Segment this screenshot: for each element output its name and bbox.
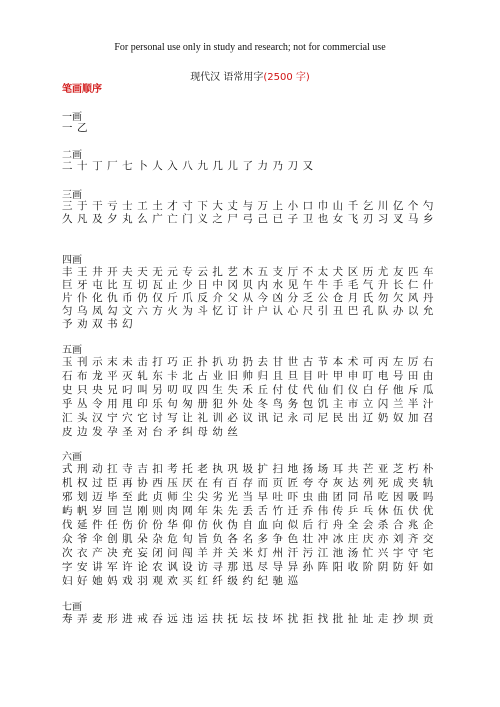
char-row: 玉 刊 示 末 未 击 打 巧 正 扑 扒 功 扔 去 甘 世 古 节 本 术 可 丙 左 厉 右 [62, 356, 435, 368]
char-row: 寿 弄 麦 形 进 戒 吞 远 违 运 扶 抚 坛 技 坏 扰 拒 找 批 扯 址 走 抄 坝 贡 [62, 613, 435, 625]
section-title-4: 四画 [62, 255, 82, 266]
char-row: 邪 划 迈 毕 至 此 贞 师 尘 尖 劣 光 当 早 吐 吓 虫 曲 团 同 吊 吃 因 吸 吗 [62, 491, 435, 503]
char-row: 予 劝 双 书 幻 [62, 318, 134, 330]
char-row: 汇 头 汉 宁 穴 它 讨 写 让 礼 训 必 议 讯 记 永 司 尼 民 出 辽 奶 奴 加 召 [62, 412, 435, 424]
char-row: 皮 边 发 孕 圣 对 台 矛 纠 母 幼 丝 [62, 426, 239, 438]
char-row: 石 布 龙 平 灭 轧 东 卡 北 占 业 旧 帅 归 且 旦 目 叶 甲 申 叮 电 号 田 由 [62, 370, 435, 382]
char-row: 妇 好 她 妈 戏 羽 观 欢 买 红 纤 级 约 纪 驰 巡 [62, 575, 299, 587]
char-row: 一 乙 [62, 122, 89, 134]
char-row: 屿 帆 岁 回 岂 刚 则 肉 网 年 朱 先 丢 舌 竹 迁 乔 伟 传 乒 乓 休 伍 伏 优 [62, 505, 435, 517]
char-row: 众 爷 伞 创 肌 朵 杂 危 旬 旨 负 各 名 多 争 色 壮 冲 冰 庄 庆 亦 刘 齐 交 [62, 533, 435, 545]
char-row: 久 凡 及 夕 丸 么 广 亡 门 义 之 尸 弓 己 已 子 卫 也 女 飞 刃 习 叉 马 乡 [62, 213, 435, 225]
char-row: 三 于 干 亏 士 工 土 才 寸 下 大 丈 与 万 上 小 口 巾 山 千 乞 川 亿 个 勺 [62, 200, 435, 212]
usage-notice: For personal use only in study and research; not for commercial use [114, 42, 386, 53]
char-row: 巨 牙 屯 比 互 切 瓦 止 少 日 中 冈 贝 内 水 见 午 牛 手 毛 气 升 长 仁 什 [62, 279, 435, 291]
char-row: 机 权 过 臣 再 协 西 压 厌 在 有 百 存 而 页 匠 夸 夺 灰 达 列 死 成 夹 轨 [62, 477, 435, 489]
char-row: 乎 丛 令 用 甩 印 乐 句 匆 册 犯 外 处 冬 鸟 务 包 饥 主 市 立 闪 兰 半 汁 [62, 398, 435, 410]
char-row: 二 十 丁 厂 七 卜 人 入 八 九 几 儿 了 力 乃 刀 又 [62, 160, 314, 172]
section-title-3: 三画 [62, 190, 82, 201]
title-main: 现代汉 语常用字 [190, 72, 264, 83]
char-row: 字 安 讲 军 许 论 农 讽 设 访 寻 那 迅 尽 导 异 孙 阵 阳 收 阶 阴 防 奸 如 [62, 561, 435, 573]
section-title-6: 六画 [62, 452, 82, 463]
char-row: 片 仆 化 仇 币 仍 仅 斤 爪 反 介 父 从 今 凶 分 乏 公 仓 月 氏 勿 欠 风 丹 [62, 292, 435, 304]
section-title-2: 二画 [62, 150, 82, 161]
section-title-1: 一画 [62, 112, 82, 123]
char-row: 匀 乌 凤 勾 文 六 方 火 为 斗 忆 订 计 户 认 心 尺 引 丑 巴 孔 队 办 以 允 [62, 305, 435, 317]
section-title-5: 五画 [62, 345, 82, 356]
char-row: 式 刑 动 扛 寺 吉 扣 考 托 老 执 巩 圾 扩 扫 地 扬 场 耳 共 芒 亚 芝 朽 朴 [62, 463, 435, 475]
char-row: 次 衣 产 决 充 妄 闭 问 闯 羊 并 关 米 灯 州 汗 污 江 池 汤 忙 兴 宇 守 宅 [62, 547, 435, 559]
title-count: (2500 字) [263, 72, 310, 83]
section-title-7: 七画 [62, 602, 82, 613]
char-row: 史 只 央 兄 叼 叫 另 叨 叹 四 生 失 禾 丘 付 仗 代 仙 们 仪 白 仔 他 斥 瓜 [62, 384, 435, 396]
char-row: 伐 延 件 任 伤 价 份 华 仰 仿 伙 伪 自 血 向 似 后 行 舟 全 会 杀 合 兆 企 [62, 519, 435, 531]
stroke-order-heading: 笔画顺序 [62, 84, 102, 95]
char-row: 丰 王 井 开 夫 天 无 元 专 云 扎 艺 木 五 支 厅 不 太 犬 区 历 尤 友 匹 车 [62, 266, 435, 278]
